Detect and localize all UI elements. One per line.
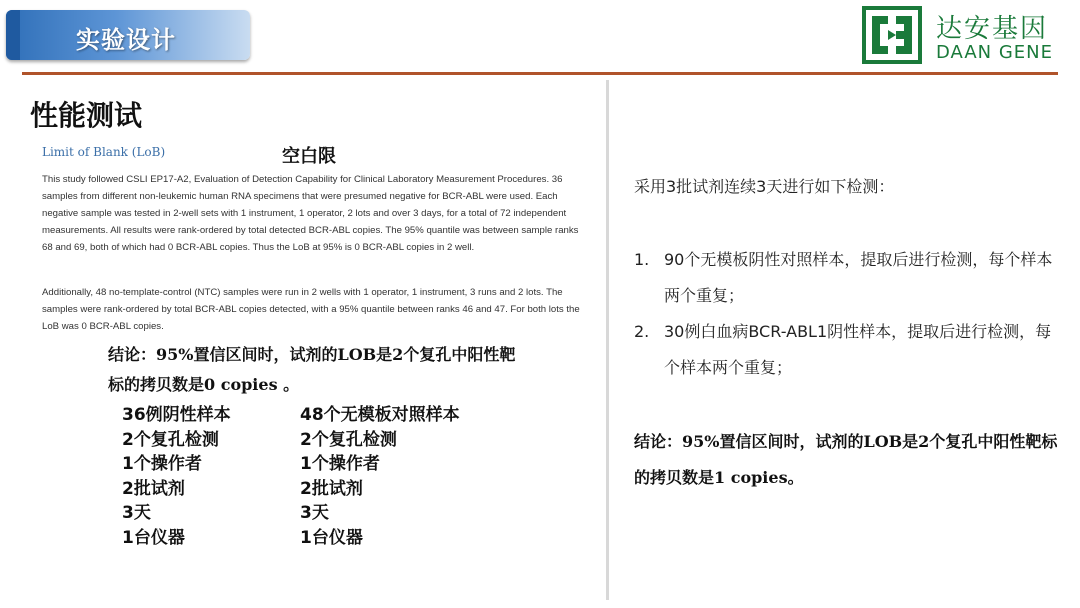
lob-section-title: Limit of Blank (LoB) (42, 145, 166, 159)
item-text: 30例白血病BCR-ABL1阴性样本，提取后进行检测，每个样本两个重复； (664, 322, 1052, 377)
numbered-item (634, 242, 1064, 322)
list-item: 1个操作者 (122, 454, 202, 475)
page-heading: 性能测试 (30, 99, 143, 132)
daan-gene-logo-icon (862, 6, 922, 64)
list-item: 3天 (122, 503, 151, 524)
subheading: 空白限 (282, 146, 336, 167)
list-item: 36例阴性样本 (122, 405, 231, 425)
brand-name-cn: 达安基因 (936, 14, 1049, 44)
item-number: 1. (634, 250, 650, 269)
header-divider (22, 72, 1058, 75)
right-intro: 采用3批试剂连续3天进行如下检测： (634, 177, 895, 196)
section-tab-title: 实验设计 (76, 26, 176, 54)
item-number: 2. (634, 322, 650, 341)
list-item: 48个无模板对照样本 (300, 405, 460, 425)
ntc-sample-list (300, 403, 460, 551)
numbered-item (634, 314, 1064, 394)
item-text: 90个无模板阴性对照样本，提取后进行检测，每个样本两个重复； (664, 250, 1053, 305)
brand-name-en: DAAN GENE (936, 42, 1054, 63)
list-item: 1个操作者 (300, 454, 380, 475)
column-divider (606, 80, 609, 600)
list-item: 2批试剂 (300, 478, 363, 499)
lob-paragraph-2: Additionally, 48 no-template-control (NTC) samples were run in 2 wells with 1 operator, 1 instrument, 3 runs and 2 lots. The samples were rank-ordered by total BCR-ABL copies detected, with a 95% quantile between ranks 46 and 47. For both lots the LoB was 0 BCR-ABL copies. (42, 287, 580, 332)
lob-paragraph-1: This study followed CSLI EP17-A2, Evaluation of Detection Capability for Clinical Laboratory Measurement Procedures. 36 samples from different non-leukemic human RNA specimens that were presumed negative for BCR-ABL were used. Each negative sample was tested in 2-well sets with 1 instrument, 1 operator, 2 lots and over 3 days, for a total of 72 independent measurements. All results were rank-ordered by total detected BCR-ABL copies. The 95% quantile was between sample ranks 68 and 69, both of which had 0 BCR-ABL copies. Thus the LoB at 95% is 0 BCR-ABL copies in 2 well. (42, 174, 579, 253)
list-item: 1台仪器 (300, 527, 363, 548)
list-item: 3天 (300, 503, 329, 524)
list-item: 2个复孔检测 (122, 429, 219, 450)
list-item: 1台仪器 (122, 527, 185, 548)
list-item: 2批试剂 (122, 478, 185, 499)
tab-accent-bar (6, 10, 20, 60)
negative-sample-list (122, 403, 231, 551)
section-tab (6, 10, 250, 60)
right-conclusion: 结论：95%置信区间时，试剂的LOB是2个复孔中阳性靶标的拷贝数是1 copies。 (634, 432, 1058, 487)
list-item: 2个复孔检测 (300, 429, 397, 450)
left-conclusion: 结论：95%置信区间时，试剂的LOB是2个复孔中阳性靶标的拷贝数是0 copies 。 (108, 345, 516, 394)
